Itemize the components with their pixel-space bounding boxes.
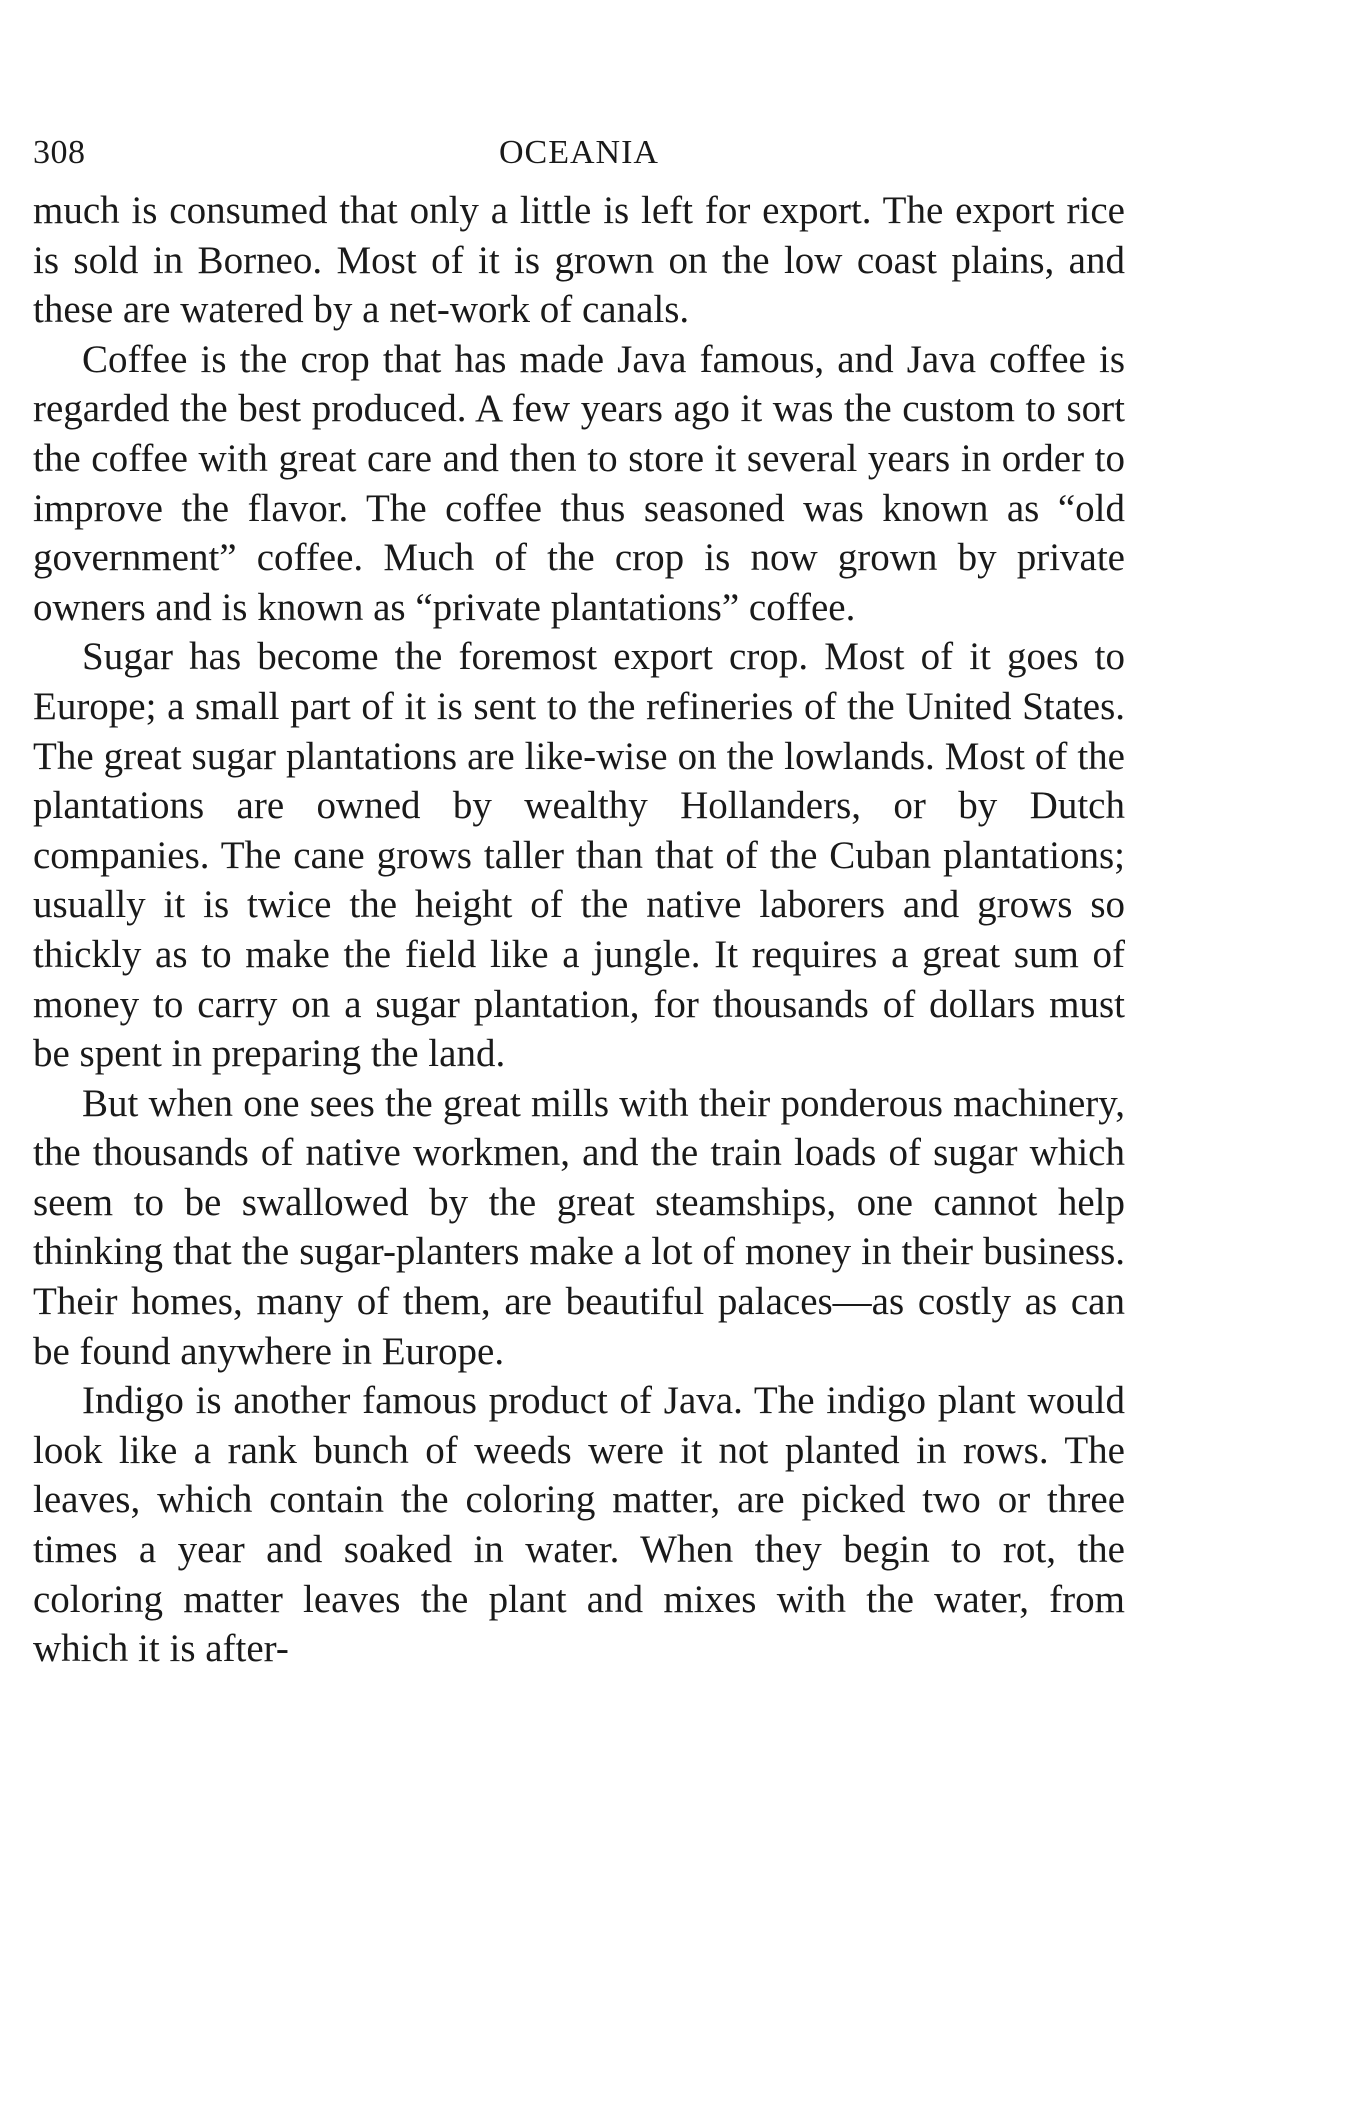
paragraph-indigo: Indigo is another famous product of Java. The indigo plant would look like a rank bunch of weeds were it not planted in rows. The leaves, which contain the coloring matter, are picked two or three times a year and soaked in water. When they begin to rot, the coloring matter leaves the plant and mixes with the water, from which it is after- [33,1379,1125,1671]
paragraph-sugar: Sugar has become the foremost export crop. Most of it goes to Europe; a small part of it is sent to the refineries of the United States. The great sugar plantations are like-wise on the lowlands. Most of the plantations are owned by wealthy Hollanders, or by Dutch companies. The cane grows taller than that of the Cuban plantations; usually it is twice the height of the native laborers and grows so thickly as to make the field like a jungle. It requires a great sum of money to carry on a sugar plantation, for thousands of dollars must be spent in preparing the land. [33,635,1125,1076]
paragraph-coffee: Coffee is the crop that has made Java famous, and Java coffee is regarded the best produced. A few years ago it was the custom to sort the coffee with great care and then to store it several years in order to improve the flavor. The coffee thus seasoned was known as “old government” coffee. Much of the crop is now grown by private owners and is known as “private plantations” coffee. [33,337,1125,629]
page-header [33,128,1125,178]
book-page [33,128,1125,1674]
running-title: OCEANIA [499,134,659,171]
paragraph-rice-export: much is consumed that only a little is left for export. The export rice is sold in Borneo. Most of it is grown on the low coast plains, and these are watered by a net-work of canals. [33,189,1125,332]
body-text [33,186,1125,1674]
paragraph-sugar-mills: But when one sees the great mills with their ponderous machinery, the thousands of native workmen, and the train loads of sugar which seem to be swallowed by the great steamships, one cannot help thinking that the sugar-planters make a lot of money in their business. Their homes, many of them, are beautiful palaces—as costly as can be found anywhere in Europe. [33,1081,1125,1373]
page-number: 308 [33,134,86,171]
